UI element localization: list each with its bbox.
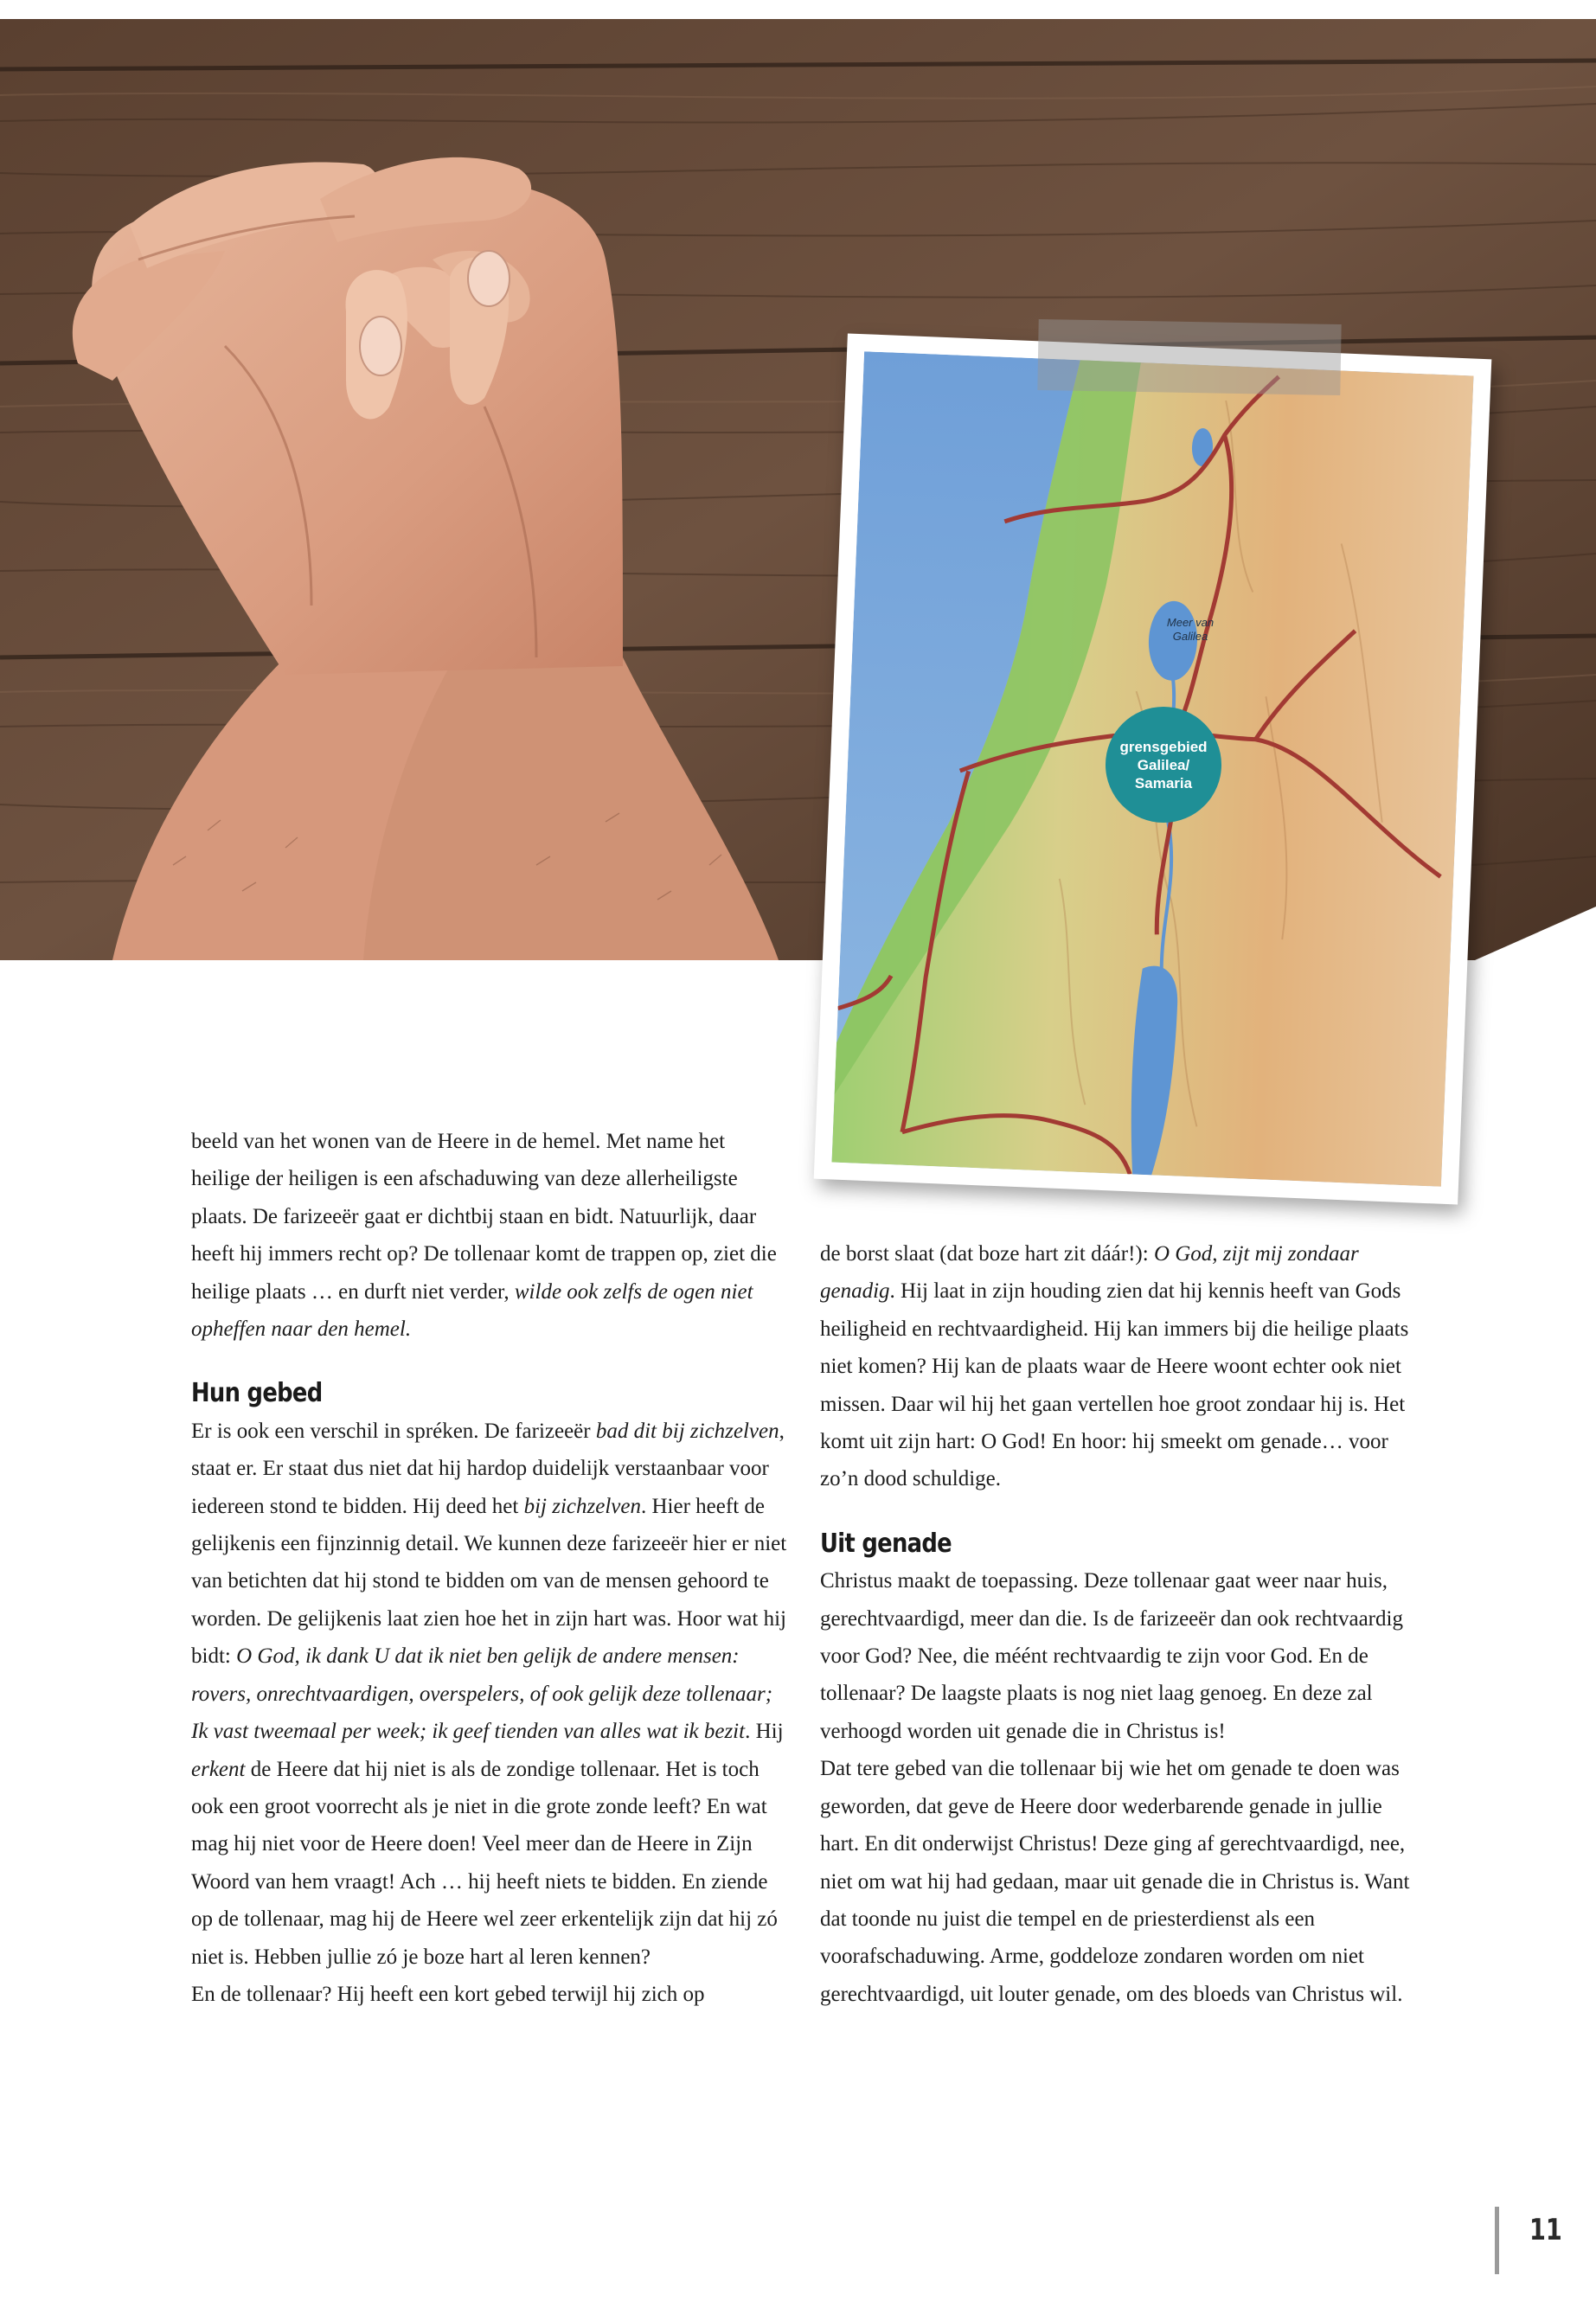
left-p1-text: beeld van het wonen van de Heere in de hemel. Met name het heilige der heiligen is een afschaduwing van deze allerheiligste plaats. De farizeeër gaat er dichtbij staan en bidt. Natuurlijk, daar heeft hij immers recht op? De tollenaar komt de trappen op, ziet die heilige plaats … en durft niet verder,: [191, 1130, 777, 1304]
lake-label-line2: Galilea: [1172, 630, 1208, 643]
badge-line1: grensgebied: [1119, 738, 1208, 755]
page-number: 11: [1529, 2213, 1562, 2247]
heading-uit-genade: Uit genade: [820, 1528, 952, 1559]
lake-label: [1138, 616, 1242, 644]
right-p1-t2: . Hij laat in zijn houding zien dat hij kennis heeft van Gods heiligheid en rechtvaardigheid. Hij kan immers bij die heilige plaats niet komen? Hij kan de plaats waar de Heere woont echter ook niet missen. Daar wil hij het gaan vertellen hoe groot zondaar hij is. Het komt uit zijn hart: O God! En hoor: hij smeekt om genade… voor zo’n dood schuldige.: [820, 1279, 1409, 1491]
left-p2-t1: Er is ook een verschil in spréken. De farizeeër: [191, 1419, 596, 1443]
right-paragraph-2: Christus maakt de toepassing. Deze tollenaar gaat weer naar huis, gerechtvaardigd, meer dan die. Is de farizeeër dan ook rechtvaardig voor God? Nee, die méént rechtvaardig te zijn voor God. En de tollenaar? De laagste plaats is nog niet laag genoeg. En deze zal verhoogd worden uit genade die in Christus is!: [820, 1569, 1403, 1743]
heading-hun-gebed: Hun gebed: [191, 1378, 323, 1409]
left-p2-t3: . Hier heeft de gelijkenis een fijnzinnig detail. We kunnen deze farizeeër hier er niet van betichten dat hij stond te bidden om van de mensen gehoord te worden. De gelijkenis laat zien hoe het in zijn hart was. Hoor wat hij bidt:: [191, 1494, 787, 1669]
left-p2-t5: de Heere dat hij niet is als de zondige tollenaar. Het is toch ook een groot voorrecht als je niet in die grote zonde leeft? En wat mag hij niet voor de Heere doen! Veel meer dan de Heere in Zijn Woord van hem vraagt! Ach … hij heeft niets te bidden. En ziende op de tollenaar, mag hij de Heere wel zeer erkentelijk zijn dat hij zó niet is. Hebben jullie zó je boze hart al leren kennen?: [191, 1757, 778, 1969]
tape-strip: [1037, 319, 1341, 395]
lake-label-line1: Meer van: [1166, 616, 1215, 629]
badge-line3: Samaria: [1134, 774, 1193, 792]
right-p1-t1: de borst slaat (dat boze hart zit dáár!):: [820, 1242, 1154, 1266]
left-p2-q3: O God, ik dank U dat ik niet ben gelijk de andere mensen: rovers, onrechtvaardigen, overspelers, of ook gelijk deze tollenaar; Ik vast tweemaal per week; ik geef tienden van alles wat ik bezit: [191, 1644, 773, 1744]
left-paragraph-3: En de tollenaar? Hij heeft een kort gebed terwijl hij zich op: [191, 1982, 705, 2006]
badge-line2: Galilea/: [1137, 756, 1190, 773]
left-paragraph-2: [191, 1413, 788, 1976]
left-p2-t4: . Hij: [745, 1720, 784, 1744]
left-p2-q4: erkent: [191, 1757, 246, 1781]
right-p1-q1: O God, zijt mij zondaar genadig: [820, 1242, 1359, 1304]
left-p2-q1: bad dit bij zichzelven: [595, 1419, 779, 1443]
left-p2-q2: bij zichzelven: [523, 1494, 641, 1518]
right-paragraph-1: [820, 1235, 1417, 1498]
left-paragraph-1: [191, 1123, 788, 1348]
left-column: [191, 1123, 788, 2013]
left-p2-t2: , staat er. Er staat dus niet dat hij hardop duidelijk verstaanbaar voor iedereen stond te bidden. Hij deed het: [191, 1419, 785, 1518]
page-number-bar: [1495, 2207, 1499, 2274]
border-region-badge: [1106, 707, 1221, 823]
right-column: [820, 1235, 1417, 2013]
right-paragraph-3: Dat tere gebed van die tollenaar bij wie het om genade te doen was geworden, dat geve de Heere door wederbarende genade in jullie hart. En dit onderwijst Christus! Deze ging af gerechtvaardigd, nee, niet om wat hij had gedaan, maar uit genade die in Christus is. Want dat toonde nu juist die tempel en de priesterdienst als een voorafschaduwing. Arme, goddeloze zondaren worden om niet gerechtvaardigd, uit louter genade, om des bloeds van Christus wil.: [820, 1757, 1410, 2006]
left-p1-quote: wilde ook zelfs de ogen niet opheffen naar den hemel.: [191, 1279, 753, 1342]
